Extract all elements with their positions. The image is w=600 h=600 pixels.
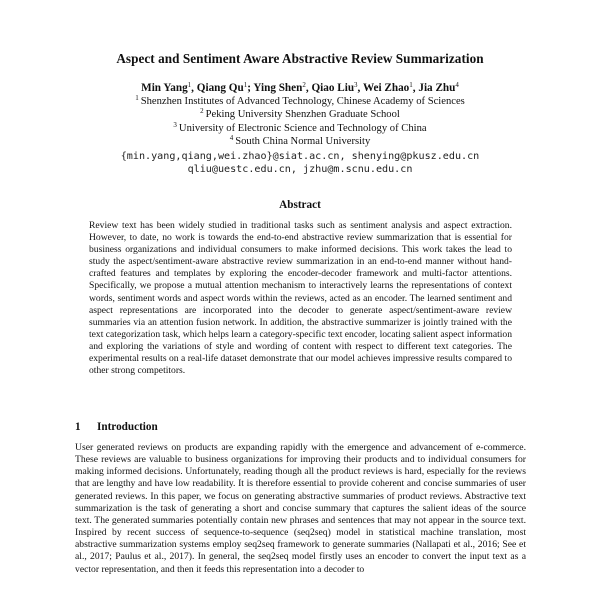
author-name: Wei Zhao: [362, 82, 410, 94]
affiliation: [0, 135, 600, 148]
affiliation-text: South China Normal University: [235, 136, 371, 148]
author: [418, 82, 459, 94]
email-line: {min.yang,qiang,wei.zhao}@siat.ac.cn, shenying@pkusz.edu.cn: [120, 151, 480, 162]
affiliation: [0, 95, 600, 108]
affiliation-mark: 3: [173, 120, 177, 129]
section-title: Introduction: [97, 421, 158, 433]
author-name: Ying Shen: [253, 82, 303, 94]
author-name: Jia Zhu: [418, 82, 456, 94]
author-list: [0, 81, 600, 95]
section-number: 1: [75, 421, 81, 433]
affiliation-list: [0, 95, 600, 149]
affiliation: [0, 108, 600, 121]
affiliation-mark: 1: [409, 81, 413, 89]
affiliation-text: University of Electronic Science and Technology of China: [178, 122, 427, 134]
author-separator: ,: [357, 82, 363, 94]
affiliation-mark: 3: [354, 81, 358, 89]
email-line: qliu@uestc.edu.cn, jzhu@m.scnu.edu.cn: [187, 164, 413, 176]
introduction-text: User generated reviews on products are expanding rapidly with the emergence and advancement of e-commerce. These reviews are valuable to business organizations for improving their products and to individual consumers for making informed decisions. Unfortunately, reading though all the product reviews is hard, especially for the reviews that are lengthy and have low readability. It is therefore essential to provide coherent and concise summaries of user generated reviews. In this paper, we focus on generating abstractive summaries of product reviews. Abstractive text summarization is the task of generating a short and concise summary that captures the salient ideas of the source text. The generated summaries potentially contain new phrases and sentences that may not appear in the source text. Inspired by recent success of sequence-to-sequence (seq2seq) model in statistical machine translation, most abstractive summarization systems employ seq2seq framework to generate summaries (Nallapati et al., 2016; See et al., 2017; Paulus et al., 2017). In general, the seq2seq model firstly uses an encoder to convert the input text as a vector representation, and then it feeds this representation into a decoder to: [75, 442, 526, 575]
author: [363, 82, 418, 94]
affiliation-mark: 4: [229, 134, 234, 143]
abstract-text: Review text has been widely studied in traditional tasks such as sentiment analysis and aspect extraction. However, to date, no work is towards the end-to-end abstractive review summarization that is essential for business organizations and individual consumers to make informed decisions. This work takes the lead to study the aspect/sentiment-aware abstractive review summarization in an end-to-end manner without hand-crafted features and templates by exploring the encoder-decoder framework and multi-factor attentions. Specifically, we propose a mutual attention mechanism to interactively learns the representations of context words, sentiment words and aspect words within the reviews, acted as an encoder. The learned sentiment and aspect representations are incorporated into the decoder to generate aspect/sentiment-aware review summaries via an attention fusion network. In addition, the abstractive summarizer is jointly trained with the text categorization task, which helps learn a category-specific text encoder, locating salient aspect information and exploring the variations of style and wording of content with respect to different text categories. The experimental results on a real-life dataset demonstrate that our model achieves impressive results compared to other strong competitors.: [89, 220, 512, 377]
affiliation-mark: 1: [187, 81, 192, 89]
section-heading-introduction: [75, 421, 158, 433]
author-separator: ,: [305, 82, 312, 94]
author-separator: ,: [412, 82, 419, 94]
abstract-heading: Abstract: [279, 199, 321, 211]
affiliation-text: Peking University Shenzhen Graduate School: [205, 109, 400, 121]
email-list: [0, 150, 600, 177]
affiliation-text: Shenzhen Institutes of Advanced Technology, Chinese Academy of Sciences: [140, 96, 465, 107]
author: [197, 82, 254, 94]
affiliation-mark: 1: [135, 94, 139, 102]
affiliation-mark: 1: [243, 81, 248, 89]
affiliation: [0, 122, 600, 135]
paper-title: Aspect and Sentiment Aware Abstractive Review Summarization: [116, 51, 484, 66]
author-separator: ;: [247, 82, 254, 94]
author-separator: ,: [191, 82, 197, 94]
affiliation-mark: 4: [455, 81, 459, 89]
author: [253, 82, 311, 94]
author-name: Qiao Liu: [311, 82, 355, 94]
author: [141, 82, 197, 94]
author-name: Qiang Qu: [196, 82, 244, 94]
author-name: Min Yang: [141, 82, 188, 94]
author: [311, 82, 363, 94]
affiliation-mark: 2: [302, 81, 306, 89]
affiliation-mark: 2: [200, 107, 204, 116]
